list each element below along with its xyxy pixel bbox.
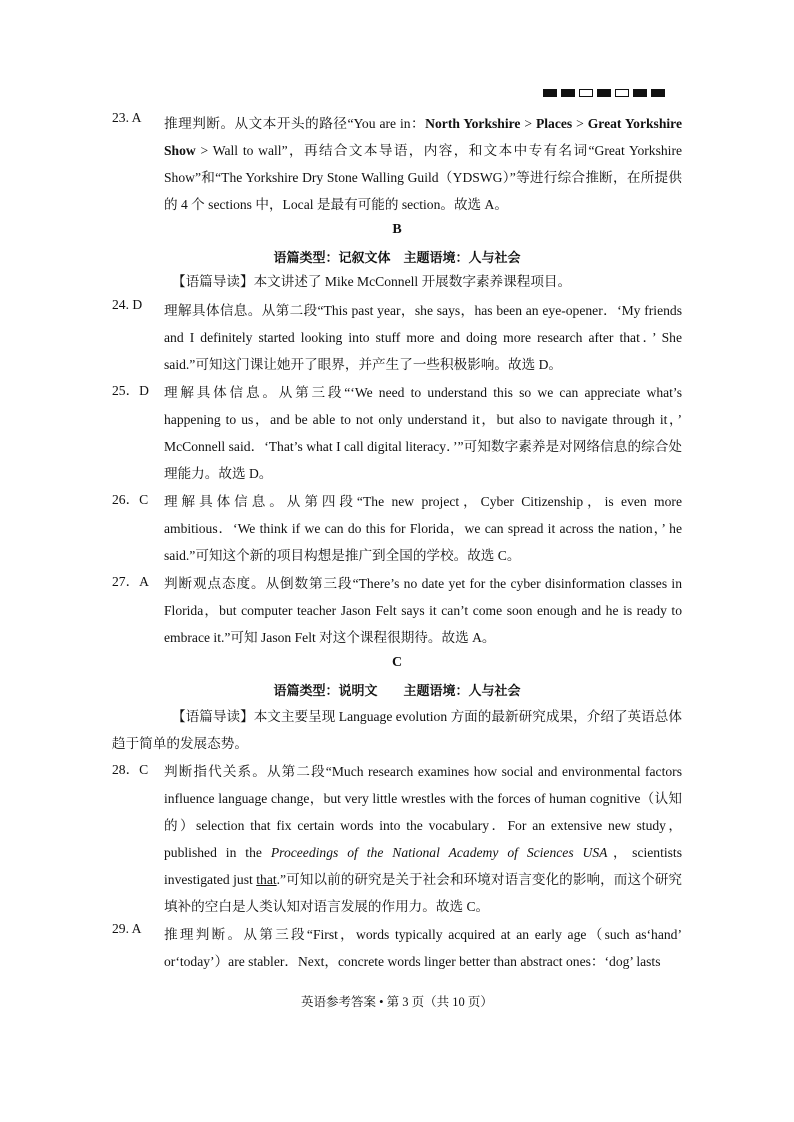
header-decoration — [543, 89, 665, 97]
answer-explanation: 理解具体信息。从第二段“This past year，she says，has been an eye-opener．‘My friends and I definitely started looking into stuff more and doing more research after that．’ She said.”可知这门课让她开了眼界，并产生了一些积极影响。故选 D。 — [164, 303, 682, 372]
section-letter-b: B — [392, 222, 402, 237]
answer-number: 25．D — [112, 383, 150, 398]
answer-explanation: 推理判断。从文本开头的路径“You are in：North Yorkshire > Places > Great Yorkshire Show > Wall to wall”，再结合文本导语，内容，和文本中专有名词“Great Yorkshire Show”和“The Yorkshire Dry Stone Walling Guild（YDSWG）”等进行综合推断，在所提供的 4 个 sections 中，Local 是最有可能的 section。故选 A。 — [164, 116, 682, 212]
answer-item-23 — [112, 110, 682, 218]
answer-explanation: 推理判断。从第三段“First，words typically acquired at an early age（such as‘hand’ or‘today’）are stabler．Next，concrete words linger better than abstract ones：‘dog’ lasts — [164, 927, 682, 969]
answer-number: 23. A — [112, 110, 142, 125]
answer-number: 29. A — [112, 921, 142, 936]
answer-item-25 — [112, 379, 682, 487]
answer-item-27 — [112, 570, 682, 651]
section-genre-b: 语篇类型：记叙文体 主题语境：人与社会 — [273, 251, 521, 266]
answer-explanation: 理解具体信息。从第四段“The new project，Cyber Citizenship，is even more ambitious．‘We think if we can do this for Florida，we can spread it across the nation，’ he said.”可知这个新的项目构想是推广到全国的学校。故选 C。 — [164, 494, 682, 563]
answer-item-28 — [112, 758, 682, 920]
answer-number: 28．C — [112, 762, 149, 777]
answer-number: 24. D — [112, 297, 143, 312]
answer-item-24 — [112, 297, 682, 378]
answer-item-29 — [112, 921, 682, 975]
answer-explanation: 判断观点态度。从倒数第三段“There’s no date yet for the cyber disinformation classes in Florida，but computer teacher Jason Felt says it can’t come soon enough and he is ready to embrace it.”可知 Jason Felt 对这个课程很期待。故选 A。 — [164, 576, 682, 645]
page-footer: 英语参考答案 • 第 3 页（共 10 页） — [301, 995, 493, 1009]
section-letter-c: C — [391, 655, 403, 670]
answer-item-26 — [112, 488, 682, 569]
answer-explanation: 理解具体信息。从第三段“‘We need to understand this so we can appreciate what’s happening to us，and be able to not only understand it，but also to navigate through it，’ McConnell said．‘That’s what I call digital literacy．’”可知数字素养是对网络信息的综合处理能力。故选 D。 — [164, 385, 682, 481]
answer-number: 26．C — [112, 492, 149, 507]
answer-number: 27．A — [112, 574, 150, 589]
answer-explanation: 判断指代关系。从第二段“Much research examines how social and environmental factors influence language change，but very little wrestles with the forces of human cognitive（认知的）selection that fix certain words into the vocabulary．For an extensive new study，published in the Proceedings of the National Academy of Sciences USA，scientists investigated just that.”可知以前的研究是关于社会和环境对语言变化的影响，而这个研究填补的空白是人类认知对语言发展的作用力。故选 C。 — [164, 764, 682, 914]
section-genre-c: 语篇类型：说明文 主题语境：人与社会 — [273, 684, 521, 699]
section-guide-b: 【语篇导读】本文讲述了 Mike McConnell 开展数字素养课程项目。 — [172, 274, 572, 289]
section-guide-c: 【语篇导读】本文主要呈现 Language evolution 方面的最新研究成果，介绍了英语总体趋于简单的发展态势。 — [112, 709, 682, 751]
